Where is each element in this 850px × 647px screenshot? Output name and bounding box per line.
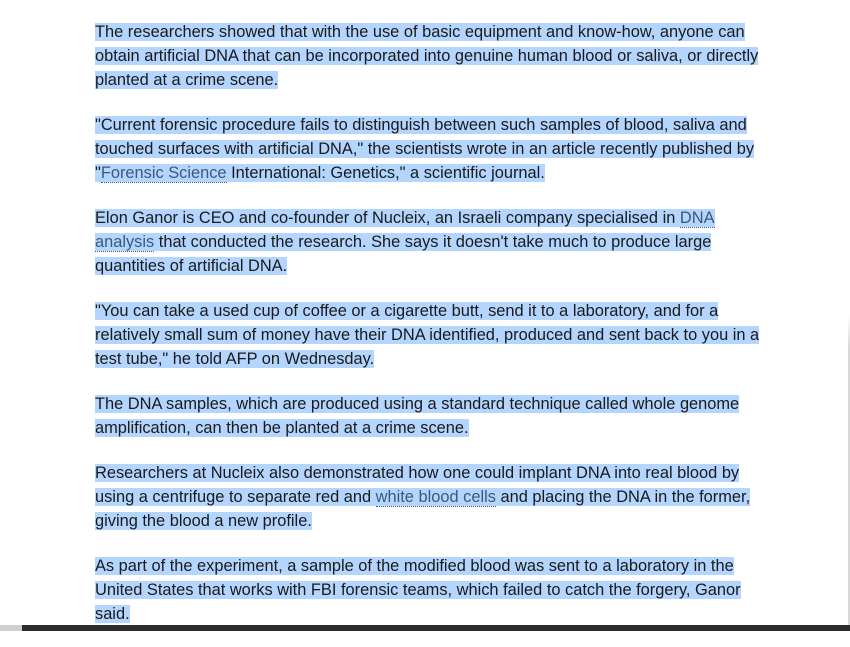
selected-text-highlight (95, 116, 754, 182)
selected-text-highlight (95, 209, 715, 275)
article-paragraph (95, 113, 775, 185)
paragraph-text: that conducted the research. She says it doesn't take much to produce large quantities of artificial DNA. (95, 233, 712, 275)
selected-text-highlight (95, 557, 741, 623)
article-body (95, 20, 775, 647)
selected-text-highlight (95, 464, 750, 530)
inline-link[interactable]: Forensic Science (100, 164, 227, 182)
article-paragraph (95, 392, 775, 440)
paragraph-text: As part of the experiment, a sample of the modified blood was sent to a laboratory in the United States that works with FBI forensic teams, which failed to catch the forgery, Ganor said. (95, 557, 741, 623)
paragraph-text: International: Genetics," a scientific journal. (226, 164, 545, 182)
paragraph-text: "Current forensic procedure fails to distinguish between such samples of blood, saliva and touched surfaces with artificial DNA," the scientists wrote in an article recently published by " (95, 116, 755, 182)
paragraph-text: and placing the DNA in the former, giving the blood a new profile. (95, 488, 751, 530)
inline-link[interactable]: white blood cells (375, 488, 496, 506)
paragraph-text: Researchers at Nucleix also demonstrated how one could implant DNA into real blood by using a centrifuge to separate red and (95, 464, 740, 506)
article-paragraph (95, 461, 775, 533)
article-paragraph (95, 206, 775, 278)
selected-text-highlight (95, 23, 758, 89)
bottom-bar (0, 625, 850, 631)
bottom-bar-left-segment (0, 625, 22, 631)
paragraph-text: Elon Ganor is CEO and co-founder of Nucleix, an Israeli company specialised in (95, 209, 680, 227)
paragraph-text: "You can take a used cup of coffee or a cigarette butt, send it to a laboratory, and for a relatively small sum of money have their DNA identified, produced and sent back to you in a test tube," he told AFP on Wednesday. (95, 302, 760, 368)
paragraph-text: The researchers showed that with the use of basic equipment and know-how, anyone can obtain artificial DNA that can be incorporated into genuine human blood or saliva, or directly planted at a crime scene. (95, 23, 759, 89)
paragraph-text: The DNA samples, which are produced using a standard technique called whole genome amplification, can then be planted at a crime scene. (95, 395, 740, 437)
selected-text-highlight (95, 302, 759, 368)
article-paragraph (95, 554, 775, 626)
article-paragraph (95, 20, 775, 92)
bottom-bar-right-segment (22, 625, 850, 631)
inline-link[interactable]: DNA analysis (95, 209, 715, 251)
article-paragraph (95, 299, 775, 371)
selected-text-highlight (95, 395, 739, 437)
